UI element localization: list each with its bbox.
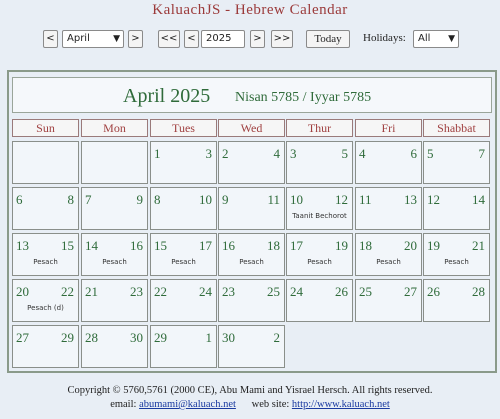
hebrew-day-number: 25 xyxy=(267,284,280,299)
holiday-label: Pesach (d) xyxy=(27,304,64,312)
day-name-header: Shabbat xyxy=(423,119,490,137)
gregorian-day-number: 20 xyxy=(16,284,29,299)
day-cell[interactable] xyxy=(81,187,148,230)
hebrew-day-number: 11 xyxy=(267,192,280,207)
day-name-header: Mon xyxy=(81,119,148,137)
prev-year-button[interactable]: < xyxy=(184,30,199,48)
day-cell[interactable] xyxy=(150,187,217,230)
hebrew-day-number: 19 xyxy=(335,238,348,253)
gregorian-day-number: 30 xyxy=(222,330,235,345)
gregorian-day-number: 21 xyxy=(85,284,98,299)
day-name-header: Sun xyxy=(12,119,79,137)
holiday-label: Pesach xyxy=(307,258,332,266)
hebrew-day-number: 14 xyxy=(472,192,485,207)
hebrew-day-number: 15 xyxy=(61,238,74,253)
day-cell[interactable] xyxy=(355,279,422,322)
day-cell[interactable] xyxy=(81,233,148,276)
hebrew-day-number: 29 xyxy=(61,330,74,345)
gregorian-day-number: 4 xyxy=(359,146,366,161)
email-label: email: xyxy=(110,399,137,410)
hebrew-day-number: 24 xyxy=(199,284,212,299)
day-name-header: Tues xyxy=(150,119,217,137)
holidays-select[interactable] xyxy=(413,30,459,48)
gregorian-day-number: 19 xyxy=(427,238,440,253)
copyright-text: Copyright © 5760,5761 (2000 CE), Abu Mami and Yisrael Hersch. All rights reserved. xyxy=(67,385,433,396)
next-year-fast-button[interactable]: >> xyxy=(271,30,293,48)
gregorian-day-number: 22 xyxy=(154,284,167,299)
day-cell[interactable] xyxy=(355,233,422,276)
gregorian-day-number: 16 xyxy=(222,238,235,253)
hebrew-day-number: 28 xyxy=(472,284,485,299)
day-cell[interactable] xyxy=(286,279,353,322)
day-cell[interactable] xyxy=(286,187,353,230)
day-cell[interactable] xyxy=(150,279,217,322)
hebrew-day-number: 16 xyxy=(130,238,143,253)
gregorian-day-number: 12 xyxy=(427,192,440,207)
holidays-label: Holidays: xyxy=(363,32,406,44)
day-cell[interactable] xyxy=(81,279,148,322)
today-button[interactable]: Today xyxy=(306,30,350,48)
gregorian-day-number: 26 xyxy=(427,284,440,299)
hebrew-day-number: 22 xyxy=(61,284,74,299)
hebrew-day-number: 21 xyxy=(472,238,485,253)
gregorian-day-number: 5 xyxy=(427,146,434,161)
day-cell[interactable] xyxy=(286,233,353,276)
website-link[interactable]: http://www.kaluach.net xyxy=(291,399,390,410)
gregorian-day-number: 29 xyxy=(154,330,167,345)
gregorian-day-number: 1 xyxy=(154,146,161,161)
gregorian-day-number: 7 xyxy=(85,192,92,207)
hebrew-day-number: 12 xyxy=(335,192,348,207)
gregorian-day-number: 25 xyxy=(359,284,372,299)
day-cell[interactable] xyxy=(423,233,490,276)
gregorian-day-number: 24 xyxy=(290,284,303,299)
day-cell[interactable] xyxy=(150,141,217,184)
day-name-header: Thur xyxy=(286,119,353,137)
hebrew-day-number: 4 xyxy=(273,146,280,161)
day-cell[interactable] xyxy=(12,233,79,276)
day-cell[interactable] xyxy=(12,279,79,322)
empty-day-cell xyxy=(12,141,79,184)
day-cell[interactable] xyxy=(423,187,490,230)
year-input[interactable]: 2025 xyxy=(201,30,245,48)
holiday-label: Pesach xyxy=(444,258,469,266)
hebrew-day-number: 20 xyxy=(404,238,417,253)
day-cell[interactable] xyxy=(218,325,285,368)
day-cell[interactable] xyxy=(218,279,285,322)
day-cell[interactable] xyxy=(12,325,79,368)
day-cell[interactable] xyxy=(12,187,79,230)
next-year-button[interactable]: > xyxy=(250,30,265,48)
gregorian-day-number: 27 xyxy=(16,330,29,345)
gregorian-day-number: 2 xyxy=(222,146,229,161)
day-cell[interactable] xyxy=(355,187,422,230)
gregorian-day-number: 8 xyxy=(154,192,161,207)
hebrew-day-number: 6 xyxy=(410,146,417,161)
hebrew-day-number: 27 xyxy=(404,284,417,299)
gregorian-day-number: 18 xyxy=(359,238,372,253)
app-title: KaluachJS - Hebrew Calendar xyxy=(152,2,348,18)
hebrew-day-number: 18 xyxy=(267,238,280,253)
gregorian-day-number: 28 xyxy=(85,330,98,345)
hebrew-day-number: 2 xyxy=(273,330,280,345)
hebrew-month-title: Nisan 5785 / Iyyar 5785 xyxy=(235,90,372,105)
day-cell[interactable] xyxy=(218,141,285,184)
day-cell[interactable] xyxy=(355,141,422,184)
holidays-select-value: All xyxy=(418,33,431,44)
day-cell[interactable] xyxy=(218,187,285,230)
hebrew-day-number: 26 xyxy=(335,284,348,299)
hebrew-day-number: 23 xyxy=(130,284,143,299)
contact-line xyxy=(0,399,500,410)
prev-month-button[interactable]: < xyxy=(43,30,58,48)
hebrew-day-number: 3 xyxy=(205,146,212,161)
hebrew-day-number: 13 xyxy=(404,192,417,207)
gregorian-day-number: 6 xyxy=(16,192,23,207)
holiday-label: Pesach xyxy=(376,258,401,266)
hebrew-day-number: 17 xyxy=(199,238,212,253)
month-select[interactable] xyxy=(62,30,124,48)
day-cell[interactable] xyxy=(423,279,490,322)
month-select-value: April xyxy=(67,33,90,44)
gregorian-day-number: 10 xyxy=(290,192,303,207)
email-link[interactable]: abumami@kaluach.net xyxy=(139,399,236,410)
hebrew-day-number: 5 xyxy=(341,146,348,161)
day-name-header: Wed xyxy=(218,119,285,137)
hebrew-day-number: 10 xyxy=(199,192,212,207)
hebrew-day-number: 9 xyxy=(136,192,143,207)
gregorian-day-number: 3 xyxy=(290,146,297,161)
gregorian-day-number: 14 xyxy=(85,238,98,253)
gregorian-day-number: 9 xyxy=(222,192,229,207)
month-title: April 2025 xyxy=(123,85,211,107)
holiday-label: Pesach xyxy=(239,258,264,266)
day-cell[interactable] xyxy=(423,141,490,184)
holiday-label: Pesach xyxy=(171,258,196,266)
hebrew-day-number: 1 xyxy=(205,330,212,345)
calendar-header xyxy=(12,77,492,113)
day-cell[interactable] xyxy=(286,141,353,184)
holiday-label: Pesach xyxy=(33,258,58,266)
gregorian-day-number: 17 xyxy=(290,238,303,253)
hebrew-day-number: 7 xyxy=(478,146,485,161)
gregorian-day-number: 11 xyxy=(359,192,372,207)
hebrew-day-number: 30 xyxy=(130,330,143,345)
day-cell[interactable] xyxy=(218,233,285,276)
prev-year-fast-button[interactable]: << xyxy=(158,30,180,48)
gregorian-day-number: 23 xyxy=(222,284,235,299)
holiday-label: Pesach xyxy=(102,258,127,266)
gregorian-day-number: 15 xyxy=(154,238,167,253)
empty-day-cell xyxy=(81,141,148,184)
holiday-label: Taanit Bechorot xyxy=(292,212,347,220)
gregorian-day-number: 13 xyxy=(16,238,29,253)
website-label: web site: xyxy=(251,399,290,410)
hebrew-day-number: 8 xyxy=(67,192,74,207)
next-month-button[interactable]: > xyxy=(128,30,143,48)
dropdown-arrow-icon: ▼ xyxy=(448,34,455,44)
day-cell[interactable] xyxy=(81,325,148,368)
dropdown-arrow-icon: ▼ xyxy=(113,34,120,44)
navigation-toolbar xyxy=(0,30,500,50)
day-cell[interactable] xyxy=(150,233,217,276)
day-cell[interactable] xyxy=(150,325,217,368)
day-name-header: Fri xyxy=(355,119,422,137)
